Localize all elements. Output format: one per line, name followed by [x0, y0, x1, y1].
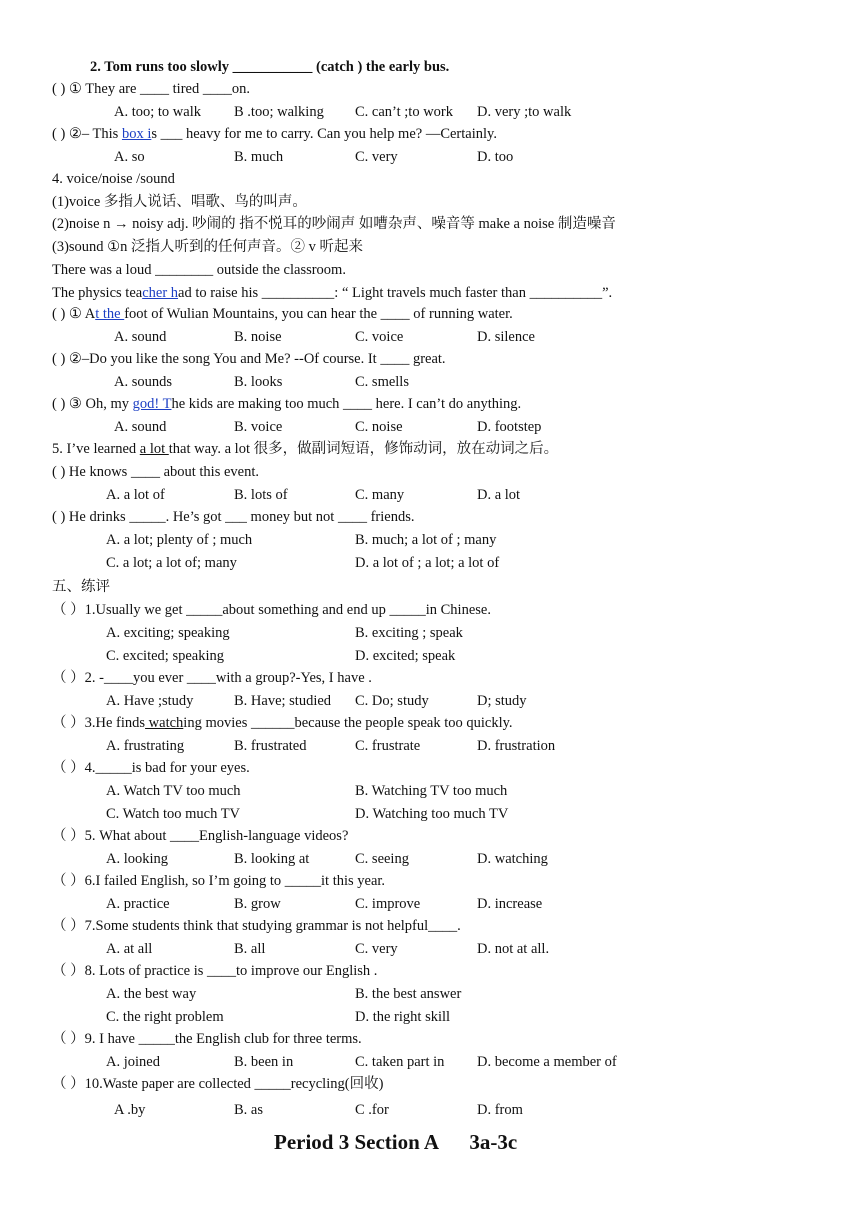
exercise-question: （ ）9. I have _____the English club for three terms.	[52, 1031, 362, 1047]
option-c[interactable]: C. many	[355, 487, 405, 503]
question-row	[52, 305, 513, 323]
answer-blank[interactable]: ( )	[52, 126, 66, 142]
option-c[interactable]: C. voice	[355, 329, 404, 345]
answer-blank[interactable]: ( )	[52, 464, 66, 480]
option-c[interactable]: C. Watch too much TV	[106, 806, 241, 822]
option-d[interactable]: D. not at all.	[477, 941, 550, 957]
question-text: ③ Oh, my	[68, 396, 133, 412]
answer-blank[interactable]: ( )	[52, 351, 66, 367]
option-b[interactable]: B .too; walking	[234, 104, 324, 120]
option-b[interactable]: B. voice	[234, 419, 283, 435]
option-b[interactable]: B. all	[234, 941, 266, 957]
option-a[interactable]: A. so	[114, 149, 145, 165]
question-row	[52, 508, 414, 526]
option-a[interactable]: A. joined	[106, 1054, 160, 1070]
option-a[interactable]: A. frustrating	[106, 738, 185, 754]
option-d[interactable]: D. too	[477, 149, 514, 165]
option-b[interactable]: B. noise	[234, 329, 282, 345]
exercise-question: （ ）6.I failed English, so I’m going to _____it this year.	[52, 873, 386, 889]
exercise-question: （ ）5. What about ____English-language videos?	[52, 828, 349, 844]
option-b[interactable]: B. Have; studied	[234, 693, 332, 709]
option-a[interactable]: A. sound	[114, 419, 167, 435]
section-heading: 五、练评	[52, 579, 110, 595]
note-voice: (1)voice 多指人说话、唱歌、鸟的叫声。	[52, 194, 307, 210]
exercise-question: （ ）10.Waste paper are collected _____recycling(回收)	[52, 1076, 384, 1092]
option-a[interactable]: A. a lot of	[106, 487, 165, 503]
option-c[interactable]: C. improve	[355, 896, 421, 912]
option-b[interactable]: B. exciting ; speak	[355, 625, 463, 641]
question-text: ②–Do you like the song You and Me? --Of course. It ____ great.	[68, 351, 446, 367]
answer-blank[interactable]: ( )	[52, 509, 66, 525]
option-d[interactable]: D. watching	[477, 851, 548, 867]
option-a[interactable]: A. the best way	[106, 986, 197, 1002]
period-title: Period 3 Section A 3a-3c	[274, 1130, 518, 1154]
option-c[interactable]: C. very	[355, 149, 398, 165]
option-a[interactable]: A. sounds	[114, 374, 173, 390]
option-c[interactable]: C. can’t ;to work	[355, 104, 453, 120]
answer-blank[interactable]: ( )	[52, 81, 66, 97]
question-row	[52, 463, 259, 481]
option-d[interactable]: D. footstep	[477, 419, 542, 435]
option-b[interactable]: B. much	[234, 149, 284, 165]
option-c[interactable]: C. frustrate	[355, 738, 421, 754]
option-c[interactable]: C. taken part in	[355, 1054, 445, 1070]
option-a[interactable]: A. too; to walk	[114, 104, 201, 120]
option-d[interactable]: D. frustration	[477, 738, 556, 754]
option-c[interactable]: C. very	[355, 941, 398, 957]
fill-sentence	[52, 284, 612, 302]
question-text: （ ）3.He finds	[52, 715, 146, 731]
option-a[interactable]: A. Have ;study	[106, 693, 194, 709]
option-c[interactable]: C. the right problem	[106, 1009, 224, 1025]
option-d[interactable]: D. the right skill	[355, 1009, 451, 1025]
option-b[interactable]: B. much; a lot of ; many	[355, 532, 497, 548]
question-text: He knows ____ about this event.	[68, 464, 260, 480]
highlighted-text: god! T	[132, 396, 172, 412]
option-d[interactable]: D. Watching too much TV	[355, 806, 509, 822]
question-text: ing movies ______because the people speak too quickly.	[183, 715, 513, 731]
question-text: He drinks _____. He’s got ___ money but not ____ friends.	[68, 509, 415, 525]
option-d[interactable]: D. excited; speak	[355, 648, 456, 664]
option-a[interactable]: A. at all	[106, 941, 153, 957]
sentence-text: The physics tea	[52, 285, 143, 301]
sentence-text: ad to raise his __________: “ Light travels much faster than __________”.	[178, 285, 613, 301]
option-a[interactable]: A. looking	[106, 851, 169, 867]
option-a[interactable]: A. sound	[114, 329, 167, 345]
answer-blank[interactable]: ( )	[52, 306, 66, 322]
option-d[interactable]: D. very ;to walk	[477, 104, 572, 120]
option-c[interactable]: C. a lot; a lot of; many	[106, 555, 237, 571]
option-c[interactable]: C. excited; speaking	[106, 648, 224, 664]
option-b[interactable]: B. looking at	[234, 851, 310, 867]
question-text: foot of Wulian Mountains, you can hear the ____ of running water.	[124, 306, 513, 322]
question-text: ②– This	[68, 126, 122, 142]
highlighted-text: box i	[121, 126, 152, 142]
question-text: ① They are ____ tired ____on.	[68, 81, 250, 97]
option-b[interactable]: B. the best answer	[355, 986, 462, 1002]
option-c[interactable]: C. Do; study	[355, 693, 429, 709]
option-d[interactable]: D. a lot	[477, 487, 521, 503]
option-a[interactable]: A. a lot; plenty of ; much	[106, 532, 253, 548]
option-d[interactable]: D. silence	[477, 329, 535, 345]
question-text: he kids are making too much ____ here. I can’t do anything.	[171, 396, 522, 412]
question-row	[52, 125, 497, 143]
option-d[interactable]: D. a lot of ; a lot; a lot of	[355, 555, 500, 571]
option-b[interactable]: B. looks	[234, 374, 283, 390]
highlighted-text: t the	[95, 306, 125, 322]
question-row	[52, 80, 250, 98]
option-c[interactable]: C .for	[355, 1102, 389, 1118]
exercise-question: （ ）1.Usually we get _____about something and end up _____in Chinese.	[52, 602, 491, 618]
option-d[interactable]: D. from	[477, 1102, 523, 1118]
underlined-text: a lot	[139, 441, 169, 457]
fill-sentence: There was a loud ________ outside the classroom.	[52, 262, 346, 278]
option-d[interactable]: D. increase	[477, 896, 543, 912]
item-2-heading: 2. Tom runs too slowly ___________ (catch ) the early bus.	[90, 59, 450, 75]
answer-blank[interactable]: ( )	[52, 396, 66, 412]
highlighted-text: cher h	[142, 285, 179, 301]
option-a[interactable]: A. Watch TV too much	[106, 783, 241, 799]
question-row	[52, 350, 446, 368]
exercise-question: （ ）2. -____you ever ____with a group?-Yes, I have .	[52, 670, 372, 686]
heading-text: that way. a lot 很多，做副词短语，修饰动词，放在动词之后。	[168, 441, 559, 457]
option-d[interactable]: D. become a member of	[477, 1054, 617, 1070]
option-b[interactable]: B. frustrated	[234, 738, 307, 754]
question-text: ① A	[68, 306, 96, 322]
option-a[interactable]: A .by	[114, 1102, 146, 1118]
option-c[interactable]: C. noise	[355, 419, 403, 435]
item-4-heading: 4. voice/noise /sound	[52, 171, 175, 187]
question-text: s ___ heavy for me to carry. Can you help me? —Certainly.	[151, 126, 497, 142]
option-b[interactable]: B. lots of	[234, 487, 288, 503]
option-b[interactable]: B. as	[234, 1102, 263, 1118]
option-c[interactable]: C. smells	[355, 374, 409, 390]
heading-text: 5. I’ve learned	[52, 441, 140, 457]
option-a[interactable]: A. exciting; speaking	[106, 625, 230, 641]
option-b[interactable]: B. been in	[234, 1054, 294, 1070]
note-noise: (2)noise n → noisy adj. 吵闹的 指不悦耳的吵闹声 如嘈杂声、噪音等 make a noise 制造噪音	[52, 216, 616, 232]
option-a[interactable]: A. practice	[106, 896, 170, 912]
option-d[interactable]: D; study	[477, 693, 527, 709]
exercise-question: （ ）8. Lots of practice is ____to improve our English .	[52, 963, 378, 979]
underlined-text: watch	[145, 715, 184, 731]
exercise-question	[52, 714, 513, 732]
exercise-question: （ ）7.Some students think that studying grammar is not helpful____.	[52, 918, 461, 934]
option-b[interactable]: B. Watching TV too much	[355, 783, 508, 799]
option-b[interactable]: B. grow	[234, 896, 281, 912]
exercise-question: （ ）4._____is bad for your eyes.	[52, 760, 250, 776]
item-5-heading	[52, 440, 558, 458]
question-row	[52, 395, 521, 413]
option-c[interactable]: C. seeing	[355, 851, 409, 867]
note-sound: (3)sound ①n 泛指人听到的任何声音。② v 听起来	[52, 239, 364, 255]
